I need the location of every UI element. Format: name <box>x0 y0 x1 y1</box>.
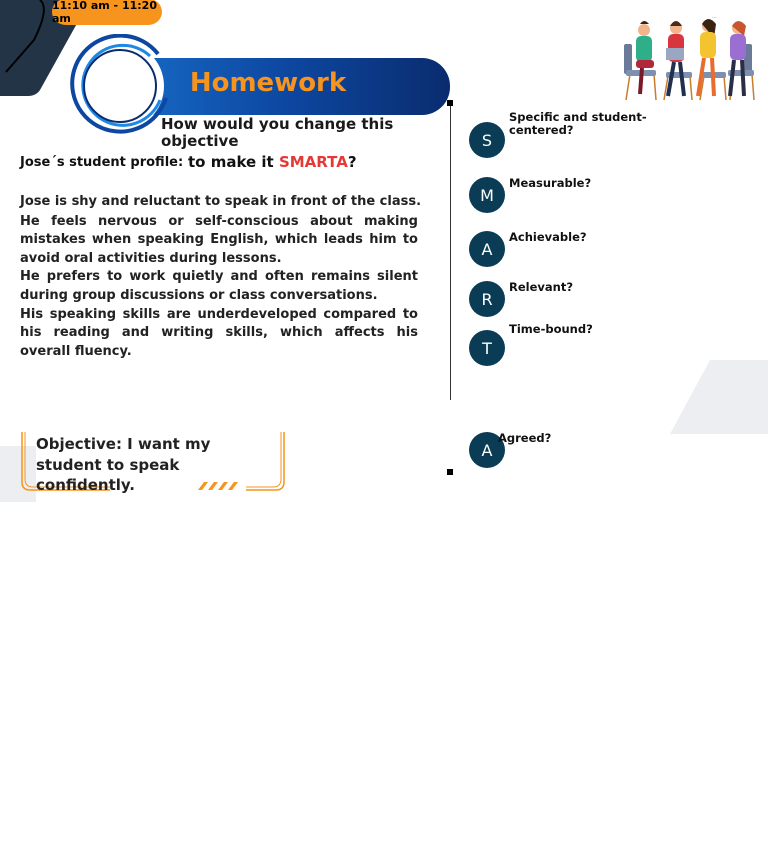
column-divider <box>450 103 451 400</box>
smarta-highlight: SMARTA <box>278 153 348 171</box>
time-badge: 11:10 am - 11:20 am <box>52 0 162 25</box>
smarta-label: Specific and student-centered? <box>509 110 647 137</box>
question-suffix: ? <box>347 153 357 171</box>
background-shape <box>670 360 768 434</box>
letter-circle-a: A <box>469 231 505 267</box>
smarta-label: Time-bound? <box>509 322 593 336</box>
team-meeting-illustration-icon <box>620 14 756 102</box>
selection-handle <box>447 100 453 106</box>
question-line-2 <box>188 153 357 171</box>
question-line-1: How would you change this objective <box>161 115 394 150</box>
letter-circle-a-agreed: A <box>469 432 505 468</box>
question-prefix: to make it <box>188 153 279 171</box>
smarta-label: Agreed? <box>498 431 552 445</box>
smarta-label: Relevant? <box>509 280 574 294</box>
student-profile-text <box>20 193 430 361</box>
letter-circle-t: T <box>469 330 505 366</box>
smarta-label: Measurable? <box>509 176 592 190</box>
objective-text: Objective: I want my student to speak confidently. <box>36 435 211 494</box>
profile-paragraph: He feels nervous or self-conscious about making mistakes when speaking English, which leads him to avoid oral activities during lessons. <box>20 213 418 266</box>
letter-circle-r: R <box>469 281 505 317</box>
smarta-label: Achievable? <box>509 230 587 244</box>
letter-circle-s: S <box>469 122 505 158</box>
profile-paragraph: His speaking skills are underdeveloped compared to his reading and writing skills, which affects his overall fluency. <box>20 306 418 359</box>
profile-label: Jose´s student profile: <box>20 155 184 170</box>
page-title: Homework <box>189 68 347 98</box>
svg-text:...: ... <box>712 14 717 20</box>
selection-handle <box>447 469 453 475</box>
letter-circle-m: M <box>469 177 505 213</box>
profile-paragraph: Jose is shy and reluctant to speak in front of the class. <box>20 194 422 209</box>
profile-paragraph: He prefers to work quietly and often remains silent during group discussions or class conversations. <box>20 269 418 303</box>
